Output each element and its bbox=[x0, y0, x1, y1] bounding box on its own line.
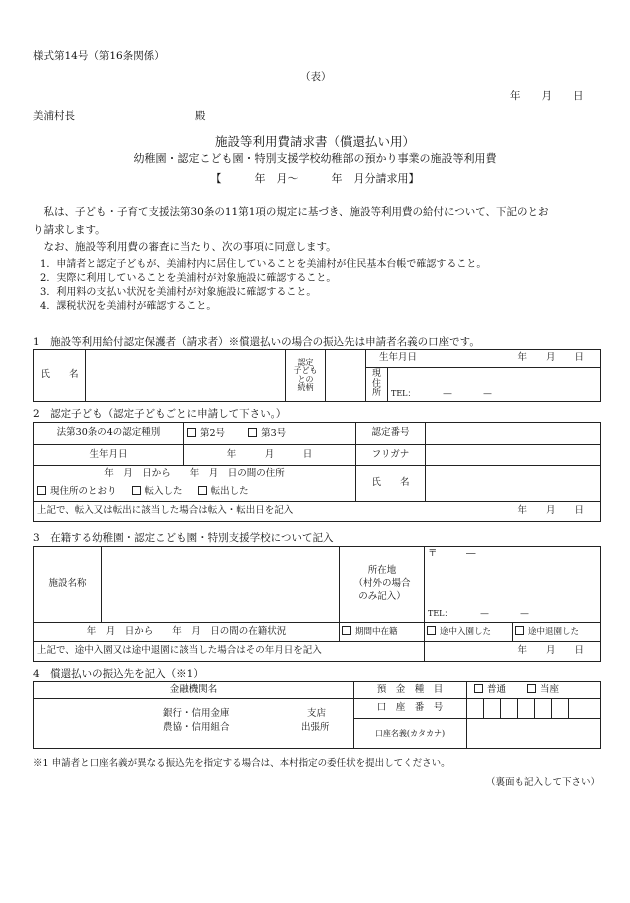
section4-heading: 4 償還払いの振込先を記入（※1） bbox=[33, 668, 204, 680]
branch-label-2: 出張所 bbox=[301, 721, 330, 733]
cert-type-options bbox=[184, 423, 356, 445]
guardian-name-field[interactable] bbox=[86, 350, 286, 402]
account-digit[interactable] bbox=[518, 699, 535, 719]
account-digit[interactable] bbox=[535, 699, 552, 719]
cert-no-label: 認定番号 bbox=[356, 423, 426, 445]
mid-note: 上記で、途中入園又は途中退園に該当した場合はその年月日を記入 bbox=[34, 642, 425, 662]
residence-options bbox=[34, 484, 356, 502]
bank-types-2: 農協・信用組合 bbox=[163, 721, 230, 733]
mid-leave-checkbox[interactable]: 途中退園した bbox=[513, 623, 601, 642]
date-line: 年 月 日 bbox=[510, 90, 584, 102]
move-note: 上記で、転入又は転出に該当した場合は転入・転出日を記入 bbox=[34, 502, 426, 522]
account-name-label: 口座名義(カタカナ) bbox=[354, 719, 467, 749]
type3-checkbox[interactable]: 第3号 bbox=[248, 428, 286, 439]
current-address-checkbox[interactable]: 現住所のとおり bbox=[37, 486, 117, 497]
relation-field[interactable] bbox=[326, 350, 366, 402]
residence-period-label: 年 月 日から 年 月 日の間の住所 bbox=[34, 466, 356, 484]
child-name-field[interactable] bbox=[426, 466, 601, 502]
bank-name-label: 金融機関名 bbox=[34, 682, 354, 699]
type2-checkbox[interactable]: 第2号 bbox=[187, 428, 225, 439]
addressee: 美浦村長 bbox=[33, 110, 75, 122]
child-birth-label: 生年月日 bbox=[34, 445, 184, 466]
branch-label-1: 支店 bbox=[307, 707, 327, 719]
mid-join-checkbox[interactable]: 途中入園した bbox=[425, 623, 513, 642]
location-tel: TEL： ― ― bbox=[428, 608, 529, 618]
location-label: 所在地 （村外の場合 のみ記入） bbox=[340, 547, 425, 623]
page-title: 施設等利用費請求書（償還払い用） bbox=[214, 134, 415, 149]
account-digit[interactable] bbox=[484, 699, 501, 719]
section2-heading: 2 認定子ども（認定子どもごとに申請して下さい。） bbox=[33, 408, 287, 420]
current-account-checkbox[interactable]: 当座 bbox=[527, 684, 559, 695]
consent-item: 2．実際に利用していることを美浦村が対象施設に確認すること。 bbox=[40, 273, 337, 284]
back-side-note: （裏面も記入して下さい） bbox=[485, 777, 600, 788]
account-digit[interactable] bbox=[552, 699, 569, 719]
guardian-birth-value[interactable]: 年 月 日 bbox=[388, 350, 601, 368]
account-name-field[interactable] bbox=[467, 719, 601, 749]
child-table bbox=[33, 422, 601, 522]
consent-list bbox=[40, 258, 486, 314]
guardian-table bbox=[33, 349, 601, 402]
section3-heading: 3 在籍する幼稚園・認定こども園・特別支援学校について記入 bbox=[33, 532, 334, 544]
consent-item: 3．利用料の支払い状況を美浦村が対象施設に確認すること。 bbox=[40, 287, 317, 298]
account-digit[interactable] bbox=[569, 699, 601, 719]
account-digit[interactable] bbox=[467, 699, 484, 719]
section1-heading: 1 施設等利用給付認定保護者（請求者）※償還払いの場合の振込先は申請者名義の口座です。 bbox=[33, 336, 480, 348]
guardian-name-label: 氏 名 bbox=[34, 350, 86, 402]
deposit-type-label: 預 金 種 目 bbox=[354, 682, 467, 699]
form-number: 様式第14号（第16条関係） bbox=[33, 50, 165, 62]
mid-date[interactable]: 年 月 日 bbox=[425, 642, 601, 662]
address-label: 現 住 所 bbox=[366, 368, 388, 402]
guardian-address-field[interactable] bbox=[388, 368, 601, 402]
child-name-label: 氏 名 bbox=[356, 466, 426, 502]
moved-out-checkbox[interactable]: 転出した bbox=[198, 486, 249, 497]
period-line: 【 年 月〜 年 月分請求用】 bbox=[210, 172, 420, 185]
bank-table bbox=[33, 681, 601, 749]
move-date[interactable]: 年 月 日 bbox=[426, 502, 601, 522]
relation-label: 認定 子ども との 続柄 bbox=[286, 350, 326, 402]
consent-item: 4．課税状況を美浦村が確認すること。 bbox=[40, 301, 217, 312]
facility-name-field[interactable] bbox=[102, 547, 340, 623]
facility-name-label: 施設名称 bbox=[34, 547, 102, 623]
full-period-checkbox[interactable]: 期間中在籍 bbox=[340, 623, 425, 642]
cert-no-field[interactable] bbox=[426, 423, 601, 445]
honorific: 殿 bbox=[195, 110, 206, 122]
bank-name-field[interactable] bbox=[34, 699, 354, 749]
consent-item: 1．申請者と認定子どもが、美浦村内に居住していることを美浦村が住民基本台帳で確認すること。 bbox=[40, 259, 487, 270]
deposit-type-options bbox=[467, 682, 601, 699]
location-field[interactable] bbox=[425, 547, 601, 623]
furigana-field[interactable] bbox=[426, 445, 601, 466]
intro-line-2: り請求します。 bbox=[33, 224, 106, 236]
page-subtitle: 幼稚園・認定こども園・特別支援学校幼稚部の預かり事業の施設等利用費 bbox=[133, 152, 497, 165]
enrollment-period-label: 年 月 日から 年 月 日の間の在籍状況 bbox=[34, 623, 340, 642]
moved-in-checkbox[interactable]: 転入した bbox=[132, 486, 183, 497]
intro-line-1: 私は、子ども・子育て支援法第30条の11第1項の規定に基づき、施設等利用費の給付について、下記のとお bbox=[33, 206, 549, 218]
footer-note: ※1 申請者と口座名義が異なる振込先を指定する場合は、本村指定の委任状を提出してください。 bbox=[33, 758, 451, 769]
bank-types-1: 銀行・信用金庫 bbox=[163, 707, 230, 719]
ordinary-checkbox[interactable]: 普通 bbox=[474, 684, 506, 695]
furigana-label: フリガナ bbox=[356, 445, 426, 466]
guardian-tel: TEL： ― ― bbox=[391, 388, 492, 398]
guardian-birth-label: 生年月日 bbox=[366, 350, 388, 368]
facility-table bbox=[33, 546, 601, 662]
form-side: （表） bbox=[300, 71, 332, 83]
cert-type-label: 法第30条の4の認定種別 bbox=[34, 423, 184, 445]
child-birth-value[interactable]: 年 月 日 bbox=[184, 445, 356, 466]
intro-consent: なお、施設等利用費の審査に当たり、次の事項に同意します。 bbox=[33, 241, 337, 253]
account-no-label: 口 座 番 号 bbox=[354, 699, 467, 719]
location-postal: 〒 ― bbox=[428, 548, 476, 559]
account-digit[interactable] bbox=[501, 699, 518, 719]
